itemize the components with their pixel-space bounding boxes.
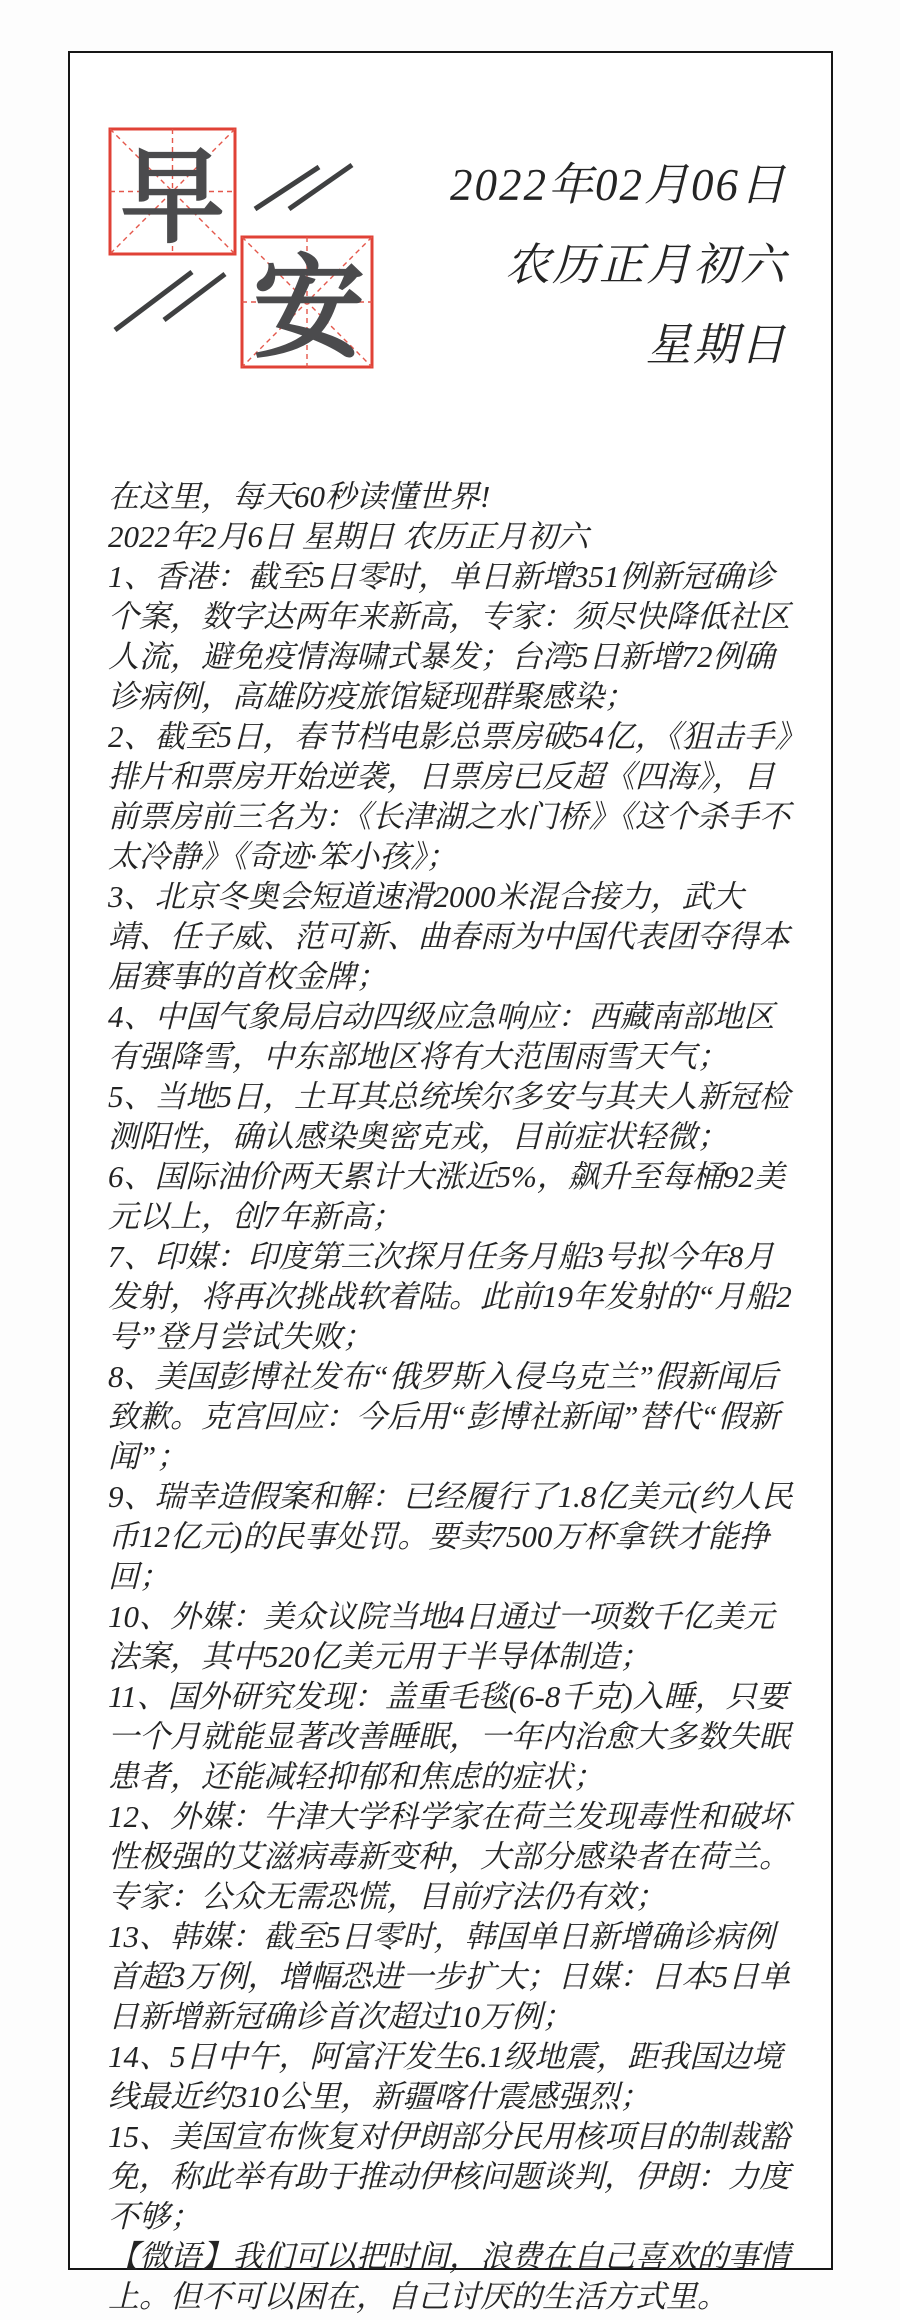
news-item: 6、国际油价两天累计大涨近5%，飙升至每桶92美元以上，创7年新高； bbox=[108, 1159, 785, 1234]
news-item: 5、当地5日，土耳其总统埃尔多安与其夫人新冠检测阳性，确认感染奥密克戎，目前症状轻微； bbox=[108, 1079, 790, 1154]
letter-card bbox=[68, 51, 833, 2314]
closing-quote: 【微语】我们可以把时间，浪费在自己喜欢的事情上。但不可以困在，自己讨厌的生活方式里。 bbox=[108, 2239, 790, 2314]
news-item: 8、美国彭博社发布“俄罗斯入侵乌克兰”假新闻后致歉。克宫回应：今后用“彭博社新闻”替代“假新闻”； bbox=[108, 1359, 780, 1474]
date-block bbox=[450, 145, 787, 385]
news-item: 12、外媒：牛津大学科学家在荷兰发现毒性和破坏性极强的艾滋病毒新变种，大部分感染者在荷兰。专家：公众无需恐慌，目前疗法仍有效； bbox=[108, 1799, 790, 1914]
news-item: 11、国外研究发现：盖重毛毯(6-8千克)入睡，只要一个月就能显著改善睡眠，一年内治愈大多数失眠患者，还能减轻抑郁和焦虑的症状； bbox=[108, 1679, 790, 1794]
news-item: 2、截至5日，春节档电影总票房破54亿，《狙击手》排片和票房开始逆袭，日票房已反超《四海》，目前票房前三名为：《长津湖之水门桥》《这个杀手不太冷静》《奇迹·笨小孩》； bbox=[108, 719, 790, 874]
news-item: 14、5日中午，阿富汗发生6.1级地震，距我国边境线最近约310公里，新疆喀什震感强烈； bbox=[108, 2039, 783, 2114]
slash-decoration-top bbox=[255, 165, 352, 209]
weekday: 星期日 bbox=[645, 320, 787, 370]
morning-logo bbox=[100, 113, 460, 443]
news-item: 13、韩媒：截至5日零时，韩国单日新增确诊病例首超3万例，增幅恐进一步扩大；日媒：日本5日单日新增新冠确诊首次超过10万例； bbox=[108, 1919, 790, 2034]
slash-decoration-bottom bbox=[115, 272, 225, 330]
news-body bbox=[108, 477, 803, 2317]
an-grid-box bbox=[242, 237, 372, 374]
zao-character: 早 bbox=[120, 136, 225, 258]
news-item: 4、中国气象局启动四级应急响应：西藏南部地区有强降雪，中东部地区将有大范围雨雪天气； bbox=[108, 999, 775, 1074]
body-date-line: 2022年2月6日 星期日 农历正月初六 bbox=[108, 519, 589, 554]
news-item: 3、北京冬奥会短道速滑2000米混合接力，武大靖、任子威、范可新、曲春雨为中国代表团夺得本届赛事的首枚金牌； bbox=[108, 879, 790, 994]
news-item: 7、印媒：印度第三次探月任务月船3号拟今年8月发射，将再次挑战软着陆。此前19年发射的“月船2号”登月尝试失败； bbox=[108, 1239, 792, 1354]
news-item: 10、外媒：美众议院当地4日通过一项数千亿美元法案，其中520亿美元用于半导体制造； bbox=[108, 1599, 775, 1674]
news-item: 9、瑞幸造假案和解：已经履行了1.8亿美元(约人民币12亿元)的民事处罚。要卖7500万杯拿铁才能挣回； bbox=[108, 1479, 793, 1594]
gregorian-date: 2022年02月06日 bbox=[449, 160, 787, 210]
zao-grid-box bbox=[110, 129, 235, 258]
intro-line: 在这里，每天60秒读懂世界! bbox=[108, 479, 491, 514]
news-item: 1、香港：截至5日零时，单日新增351例新冠确诊个案，数字达两年来新高，专家：须尽快降低社区人流，避免疫情海啸式暴发；台湾5日新增72例确诊病例，高雄防疫旅馆疑现群聚感染； bbox=[108, 559, 790, 714]
news-item: 15、美国宣布恢复对伊朗部分民用核项目的制裁豁免，称此举有助于推动伊核问题谈判，伊朗：力度不够； bbox=[108, 2119, 790, 2234]
lunar-date: 农历正月初六 bbox=[504, 240, 787, 290]
an-character: 安 bbox=[253, 244, 365, 374]
